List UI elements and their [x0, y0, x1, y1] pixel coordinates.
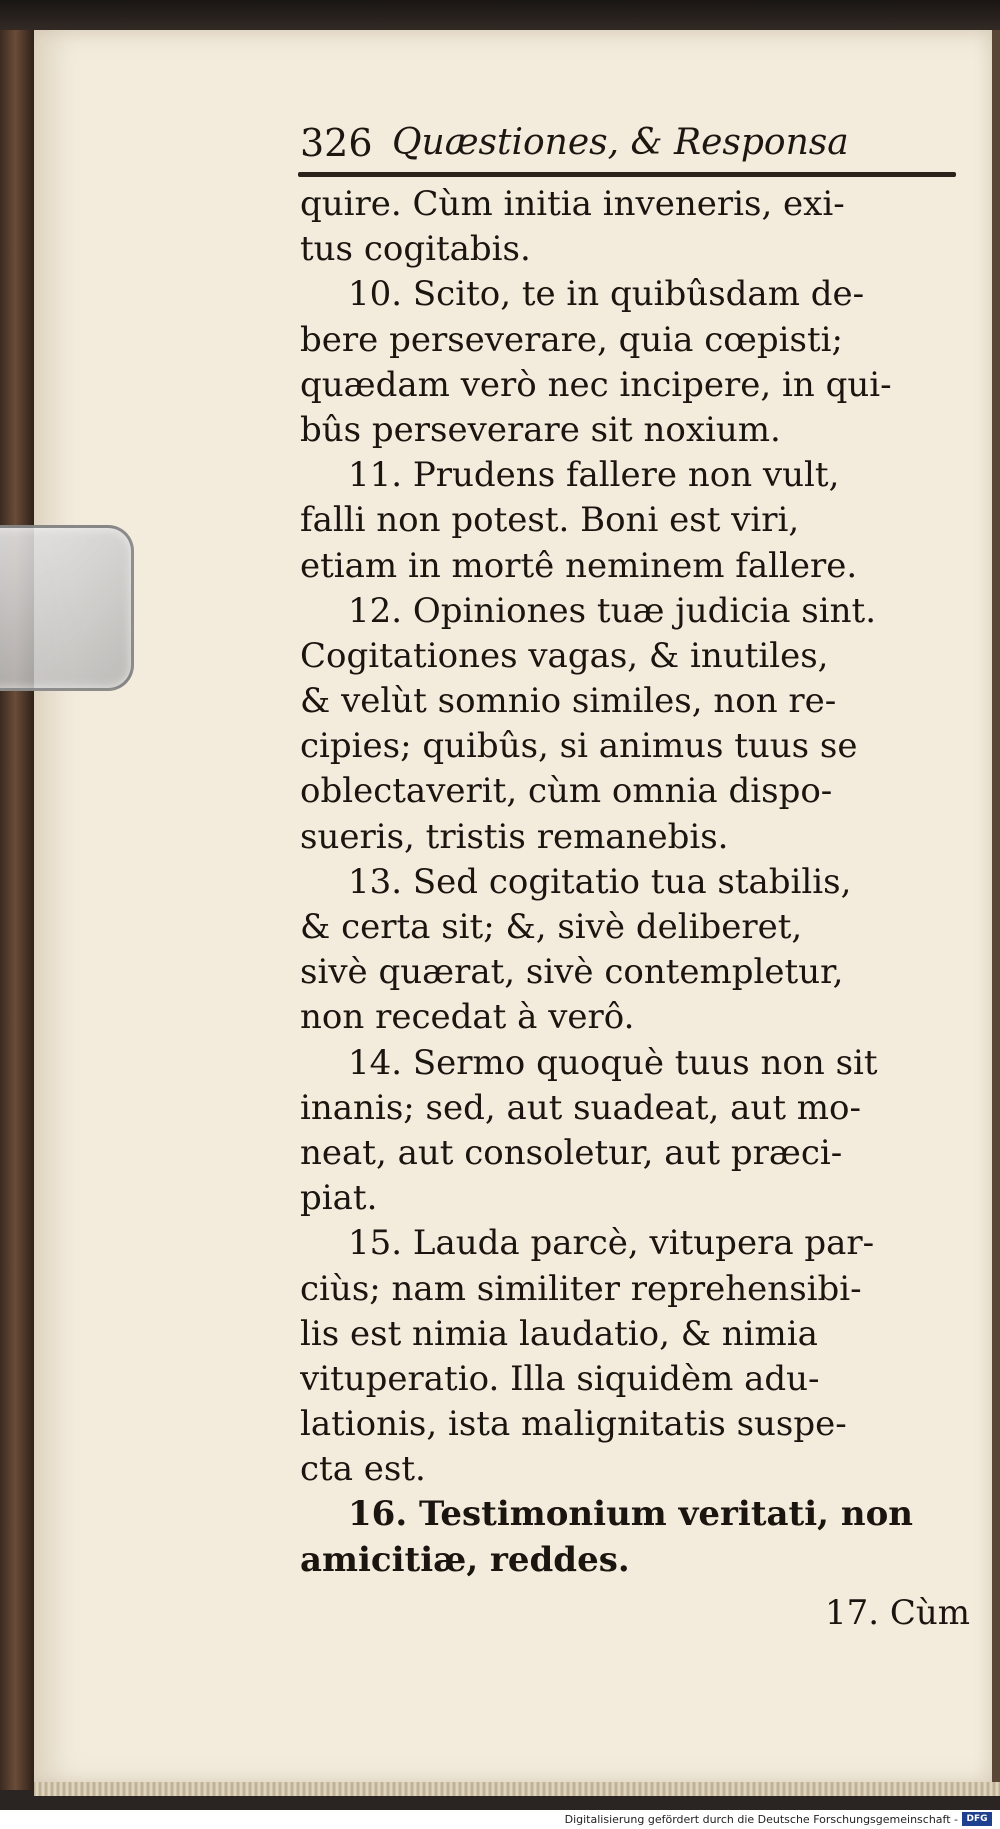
- text-line: 10. Scito, te in quibûsdam de-: [348, 274, 865, 315]
- text-line: 16. Testimonium veritati, non: [348, 1494, 913, 1535]
- dfg-logo: DFG: [962, 1812, 992, 1826]
- text-line: falli non potest. Boni est viri,: [300, 500, 800, 541]
- text-line: piat.: [300, 1178, 378, 1219]
- text-line: 12. Opiniones tuæ judicia sint.: [348, 590, 876, 631]
- header-rule: [298, 172, 956, 177]
- text-line: & velùt somnio similes, non re-: [300, 681, 837, 722]
- text-line: amicitiæ, reddes.: [300, 1539, 630, 1580]
- book-spine: [0, 30, 34, 1790]
- page-stack-edge: [34, 1782, 1000, 1796]
- digitization-footer: [0, 1810, 1000, 1829]
- text-line: cta est.: [300, 1449, 426, 1490]
- text-line: quædam verò nec incipere, in qui-: [300, 364, 892, 405]
- text-line: ciùs; nam similiter reprehensibi-: [300, 1268, 862, 1309]
- text-line: non recedat à verô.: [300, 997, 635, 1038]
- running-title: Quæstiones, & Responsa: [392, 122, 849, 163]
- text-line: neat, aut consoletur, aut præci-: [300, 1132, 843, 1173]
- text-line: 14. Sermo quoquè tuus non sit: [348, 1042, 878, 1083]
- page-number: 326: [300, 121, 373, 165]
- text-line: lationis, ista malignitatis suspe-: [300, 1404, 847, 1445]
- page-body-text: [300, 182, 970, 1636]
- text-line: etiam in mortê neminem fallere.: [300, 545, 858, 586]
- text-line: cipies; quibûs, si animus tuus se: [300, 726, 858, 767]
- text-line: vituperatio. Illa siquidèm adu-: [300, 1358, 820, 1399]
- page-clip: [0, 525, 134, 691]
- text-line: bûs perseverare sit noxium.: [300, 409, 781, 450]
- text-line: 11. Prudens fallere non vult,: [348, 455, 840, 496]
- catchword: 17. Cùm: [824, 1592, 970, 1633]
- text-line: quire. Cùm initia inveneris, exi-: [300, 184, 845, 224]
- text-line: inanis; sed, aut suadeat, aut mo-: [300, 1087, 861, 1128]
- text-line: 13. Sed cogitatio tua stabilis,: [348, 861, 852, 902]
- text-line: & certa sit; &, sivè deliberet,: [300, 907, 803, 947]
- text-line: bere perseverare, quia cœpisti;: [300, 319, 843, 360]
- text-line: 15. Lauda parcè, vitupera par-: [348, 1223, 875, 1264]
- right-book-edge: [992, 30, 1000, 1790]
- text-line: tus cogitabis.: [300, 229, 531, 270]
- text-line: sivè quærat, sivè contempletur,: [300, 952, 844, 993]
- text-line: oblectaverit, cùm omnia dispo-: [300, 771, 833, 812]
- text-line: lis est nimia laudatio, & nimia: [300, 1313, 818, 1354]
- text-line: sueris, tristis remanebis.: [300, 816, 729, 857]
- footer-credit: Digitalisierung gefördert durch die Deutsche Forschungsgemeinschaft -: [564, 1813, 958, 1826]
- page-header: [300, 118, 960, 178]
- text-line: Cogitationes vagas, & inutiles,: [300, 635, 829, 676]
